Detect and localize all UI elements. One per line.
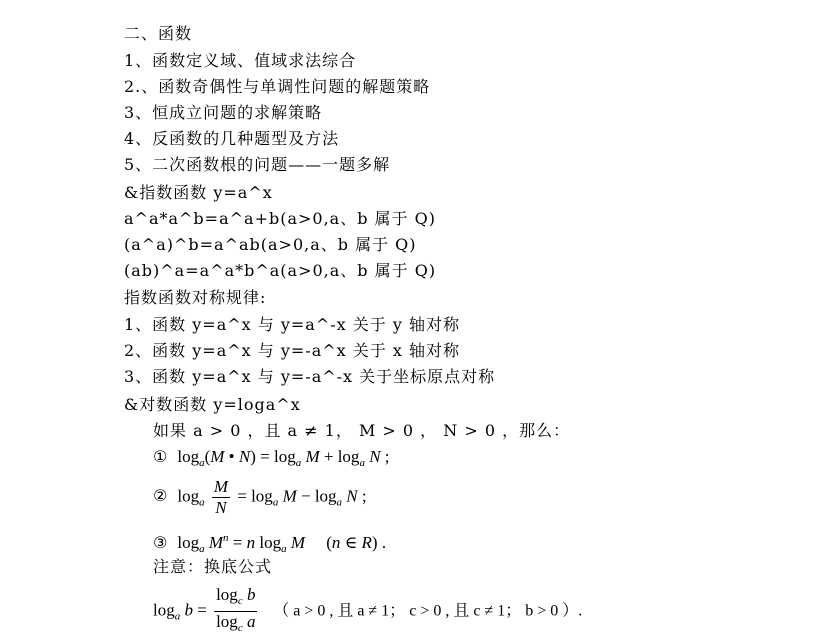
marker-1: ①: [153, 447, 168, 466]
log-product-rule: ① $\log_a(M$ • $N) = \log_a M + \log_a N$ ;: [153, 447, 390, 469]
marker-2: ②: [153, 486, 168, 506]
change-of-base-formula: $\log_a b$ = $\frac{\log_c b}{\log_c a}$ （ a > 0 , 且 a ≠ 1； c > 0 , 且 c ≠ 1； b > 0 ）.: [153, 585, 582, 638]
exp-symmetry-heading: 指数函数对称规律:: [124, 288, 267, 307]
marker-3: ③: [153, 533, 168, 552]
change-base-note: 注意：换底公式: [153, 557, 273, 576]
log-function-heading: &对数函数 y=loga^x: [124, 395, 301, 414]
log-condition: 如果 a > 0 ，且 a ≠ 1， M > 0 ， N > 0 ，那么：: [153, 421, 571, 440]
fraction-m-over-n: $\frac{M}{N}$: [213, 477, 228, 517]
exp-rule-1: a^a*a^b=a^a+b(a>0,a、b 属于 Q): [124, 209, 436, 228]
exp-symmetry-rule-3: 3、函数 y=a^x 与 y=-a^-x 关于坐标原点对称: [124, 367, 496, 386]
exp-symmetry-rule-2: 2、函数 y=a^x 与 y=-a^x 关于 x 轴对称: [124, 341, 460, 360]
exp-symmetry-rule-1: 1、函数 y=a^x 与 y=a^-x 关于 y 轴对称: [124, 315, 460, 334]
topic-2: 2.、函数奇偶性与单调性问题的解题策略: [124, 77, 431, 96]
change-base-condition: （ a > 0 , 且 a ≠ 1； c > 0 , 且 c ≠ 1； b > 0 ）.: [273, 602, 583, 620]
topic-5: 5、二次函数根的问题——一题多解: [124, 155, 391, 174]
log-quotient-rule: ② $\log_a$ $\frac{M}{N}$ = $\log_a M - \log_a N$ ;: [153, 477, 367, 517]
exp-function-heading: &指数函数 y=a^x: [124, 183, 273, 202]
topic-4: 4、反函数的几种题型及方法: [124, 129, 340, 148]
exp-rule-2: (a^a)^b=a^ab(a>0,a、b 属于 Q): [124, 235, 417, 254]
section-title: 二、函数: [124, 24, 193, 43]
fraction-change-base: $\frac{\log_c b}{\log_c a}$: [216, 585, 256, 634]
topic-3: 3、恒成立问题的求解策略: [124, 103, 323, 122]
exp-rule-3: (ab)^a=a^a*b^a(a>0,a、b 属于 Q): [124, 261, 437, 280]
topic-1: 1、函数定义域、值域求法综合: [124, 51, 357, 70]
log-power-rule: ③ $\log_a M^n = n$ $\log_a M$ (n ∈ R) .: [153, 532, 387, 555]
